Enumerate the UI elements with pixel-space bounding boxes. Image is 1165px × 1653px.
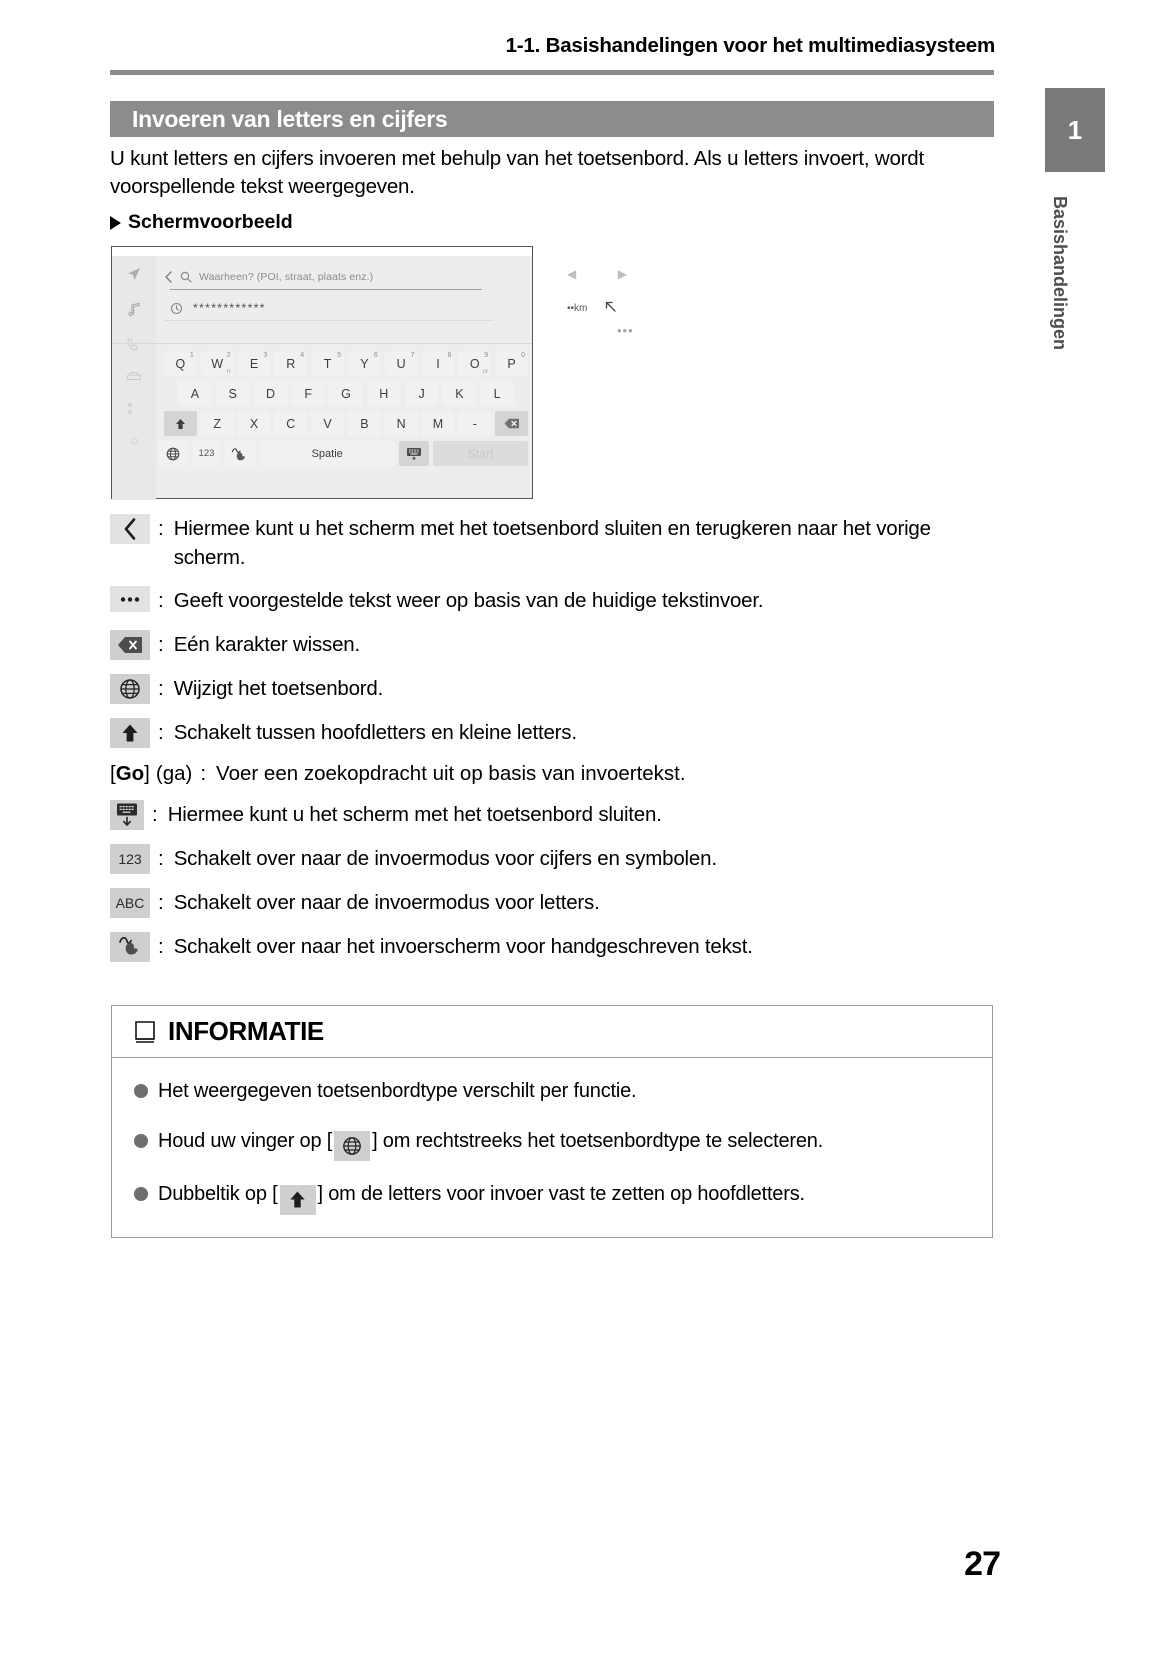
legend-colon: : <box>158 517 164 540</box>
key-handwriting-mode[interactable] <box>225 441 255 466</box>
globe-icon <box>166 447 180 461</box>
key-label: R <box>286 356 296 371</box>
key-d[interactable]: D <box>254 381 288 406</box>
search-icon <box>180 271 192 283</box>
key-j[interactable]: J <box>405 381 439 406</box>
info-bullet-text-pre: Houd uw vinger op [ <box>158 1130 333 1152</box>
back-chevron-icon[interactable] <box>164 271 173 283</box>
key-n[interactable]: N <box>385 411 418 436</box>
history-result-row[interactable] <box>170 297 486 319</box>
info-bullet <box>134 1124 970 1161</box>
legend-item-backspace <box>110 630 1000 660</box>
key-x[interactable]: X <box>238 411 271 436</box>
numeric-123-icon: 123 <box>110 844 150 874</box>
suggestion-dots-icon[interactable]: ••• <box>617 323 634 338</box>
key-numeric-mode[interactable]: 123 <box>192 441 222 466</box>
legend-text: Voer een zoekopdracht uit op basis van invoertekst. <box>216 762 686 785</box>
bullet-dot-icon <box>134 1134 148 1148</box>
legend-item-numeric <box>110 844 1000 874</box>
keyboard-row-2 <box>156 381 532 406</box>
legend-colon: : <box>158 721 164 744</box>
key-a[interactable]: A <box>178 381 212 406</box>
direction-arrow-icon <box>604 300 617 313</box>
legend-item-shift <box>110 718 1000 748</box>
key-t[interactable] <box>311 351 344 376</box>
keyboard-row-1 <box>156 351 532 376</box>
suggestion-dots-icon <box>110 586 150 612</box>
key-label: Q <box>175 356 186 371</box>
key-h[interactable]: H <box>367 381 401 406</box>
key-u[interactable] <box>385 351 418 376</box>
info-bullet-text-pre: Dubbeltik op [ <box>158 1183 278 1205</box>
legend-colon: : <box>158 891 164 914</box>
keyboard-row-3 <box>156 411 532 436</box>
search-input-placeholder[interactable]: Waarheen? (POI, straat, plaats enz.) <box>199 271 374 283</box>
key-k[interactable]: K <box>442 381 476 406</box>
screen-top-edge <box>112 247 532 256</box>
info-bullet-text: Het weergegeven toetsenbordtype verschilt per functie. <box>158 1080 637 1102</box>
chapter-number: 1 <box>1067 114 1083 145</box>
key-superscript: 3 <box>263 352 268 359</box>
chapter-name-label: Basishandelingen <box>1050 196 1070 351</box>
key-space[interactable]: Spatie <box>259 441 395 466</box>
on-screen-keyboard[interactable] <box>156 351 532 498</box>
information-box-body <box>112 1058 992 1237</box>
info-bullet <box>134 1074 970 1108</box>
subsection-heading <box>110 211 293 234</box>
key-label: Y <box>360 356 369 371</box>
page-number: 27 <box>964 1545 1000 1583</box>
key-label: E <box>249 356 259 371</box>
navigation-arrow-icon <box>126 266 142 282</box>
key-m[interactable]: M <box>422 411 455 436</box>
result-pager[interactable] <box>567 267 627 281</box>
keyboard-row-4 <box>156 441 532 466</box>
key-globe[interactable] <box>158 441 188 466</box>
go-key-label: Go <box>115 762 145 785</box>
legend-item-suggestions <box>110 586 1000 616</box>
legend-text: Geeft voorgestelde tekst weer op basis van de huidige tekstinvoer. <box>173 589 764 612</box>
legend-text: Schakelt over naar de invoermodus voor letters. <box>173 891 600 914</box>
legend-text: Hiermee kunt u het scherm met het toetsenbord sluiten. <box>167 803 662 826</box>
key-c[interactable]: C <box>274 411 307 436</box>
shift-icon <box>110 718 150 748</box>
search-field-underline <box>170 289 482 290</box>
bullet-dot-icon <box>134 1084 148 1098</box>
legend-item-globe <box>110 674 1000 704</box>
history-entry-text: ************ <box>193 301 266 315</box>
legend-list <box>110 514 1000 976</box>
key-p[interactable] <box>495 351 528 376</box>
handwriting-icon <box>110 932 150 962</box>
section-title: Invoeren van letters en cijfers <box>132 105 448 132</box>
legend-text: Schakelt over naar de invoermodus voor cijfers en symbolen. <box>173 847 717 870</box>
alpha-abc-icon: ABC <box>110 888 150 918</box>
legend-item-handwriting <box>110 932 1000 962</box>
key-e[interactable] <box>238 351 271 376</box>
information-box <box>111 1005 993 1238</box>
key-label: I <box>436 356 440 371</box>
key-label: P <box>507 356 516 371</box>
key-y[interactable] <box>348 351 381 376</box>
info-bullet <box>134 1177 970 1215</box>
legend-item-go <box>110 762 1000 786</box>
distance-label: ••km <box>567 303 588 314</box>
key-superscript: 2 <box>226 352 231 359</box>
info-bullet-text-post: ] om rechtstreeks het toetsenbordtype te selecteren. <box>372 1130 824 1152</box>
key-v[interactable]: V <box>311 411 344 436</box>
key-label: O <box>469 356 480 371</box>
key-shift[interactable] <box>164 411 197 436</box>
settings-icon <box>128 435 140 447</box>
header-divider <box>110 70 994 75</box>
key-label: T <box>323 356 332 371</box>
legend-colon: : <box>158 589 164 612</box>
key-subscript: cr <box>482 368 489 375</box>
section-intro-text: U kunt letters en cijfers invoeren met behulp van het toetsenbord. Als u letters invoert, wordt voorspellende tekst weergegeven. <box>110 147 924 198</box>
key-i[interactable] <box>422 351 455 376</box>
key-s[interactable]: S <box>216 381 250 406</box>
section-title-band <box>110 101 994 137</box>
legend-item-hide-keyboard <box>110 800 1000 830</box>
key-backspace[interactable] <box>495 411 528 436</box>
globe-icon <box>110 674 150 704</box>
legend-colon: : <box>158 633 164 656</box>
back-chevron-icon <box>110 514 150 544</box>
key-q[interactable] <box>164 351 197 376</box>
key-superscript: 6 <box>373 352 378 359</box>
key-superscript: 9 <box>484 352 489 359</box>
key-superscript: 0 <box>521 352 525 359</box>
legend-text: Hiermee kunt u het scherm met het toetsenbord sluiten en terugkeren naar het vorige scherm. <box>173 517 931 569</box>
key-hyphen[interactable]: - <box>458 411 491 436</box>
triangle-bullet-icon <box>110 216 121 230</box>
key-l[interactable]: L <box>480 381 514 406</box>
key-superscript: 1 <box>189 352 194 359</box>
go-bracket-close: ] <box>144 762 150 785</box>
shift-icon <box>175 418 186 430</box>
car-icon <box>126 371 142 383</box>
legend-colon: : <box>158 935 164 958</box>
key-w[interactable] <box>201 351 234 376</box>
key-hide-keyboard[interactable] <box>399 441 429 466</box>
history-divider <box>164 320 494 321</box>
key-superscript: 8 <box>447 352 452 359</box>
legend-colon: : <box>152 803 158 826</box>
key-superscript: 4 <box>300 352 305 359</box>
screen-side-rail <box>112 256 156 500</box>
key-f[interactable]: F <box>291 381 325 406</box>
legend-colon: : <box>158 847 164 870</box>
legend-colon: : <box>200 762 207 785</box>
key-g[interactable]: G <box>329 381 363 406</box>
key-superscript: 7 <box>410 352 415 359</box>
legend-item-alpha <box>110 888 1000 918</box>
key-go[interactable]: Start <box>433 441 528 466</box>
globe-icon <box>334 1131 370 1161</box>
keyboard-top-divider <box>112 343 532 344</box>
legend-text: Schakelt over naar het invoerscherm voor handgeschreven tekst. <box>173 935 753 958</box>
key-label: W <box>211 356 224 371</box>
key-label: U <box>396 356 406 371</box>
apps-grid-icon <box>128 403 140 415</box>
backspace-icon <box>110 630 150 660</box>
subsection-heading-label: Schermvoorbeeld <box>128 211 293 233</box>
information-box-header <box>112 1006 992 1058</box>
key-superscript: 5 <box>337 352 341 359</box>
shift-icon <box>280 1185 316 1215</box>
handwriting-icon <box>231 447 249 461</box>
go-bracket-open: [ <box>110 762 116 785</box>
phone-icon <box>127 337 141 351</box>
backspace-icon <box>504 418 520 429</box>
hide-keyboard-icon <box>110 800 144 830</box>
history-clock-icon <box>170 302 183 315</box>
info-bullet-text-post: ] om de letters voor invoer vast te zetten op hoofdletters. <box>317 1183 805 1205</box>
search-field[interactable] <box>164 265 486 289</box>
page-header-breadcrumb: 1-1. Basishandelingen voor het multimediasysteem <box>505 34 995 57</box>
music-note-icon <box>127 302 141 317</box>
hide-keyboard-icon <box>406 447 422 460</box>
pager-next-icon[interactable]: ▶ <box>617 267 627 281</box>
legend-colon: : <box>158 677 164 700</box>
chapter-number-tab <box>1045 88 1105 172</box>
key-o[interactable] <box>458 351 491 376</box>
information-box-title: INFORMATIE <box>168 1016 324 1046</box>
legend-item-back <box>110 514 1000 572</box>
book-icon <box>134 1020 156 1044</box>
bullet-dot-icon <box>134 1187 148 1201</box>
legend-text: Schakelt tussen hoofdletters en kleine letters. <box>173 721 577 744</box>
go-translation: (ga) <box>155 762 193 785</box>
key-subscript: n <box>226 368 231 375</box>
legend-text: Wijzigt het toetsenbord. <box>173 677 384 700</box>
key-z[interactable]: Z <box>201 411 234 436</box>
pager-prev-icon[interactable]: ◀ <box>567 267 577 281</box>
key-b[interactable]: B <box>348 411 381 436</box>
key-r[interactable] <box>274 351 307 376</box>
legend-text: Eén karakter wissen. <box>173 633 360 656</box>
keyboard-screen-example <box>111 246 634 499</box>
